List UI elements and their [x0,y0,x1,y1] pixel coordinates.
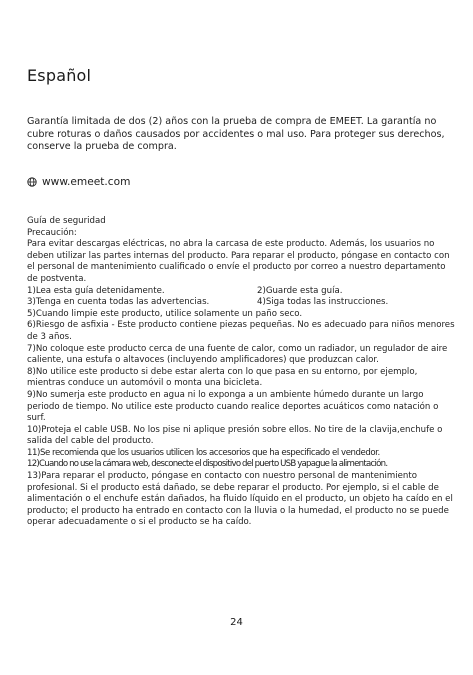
safety-item-10: 10)Proteja el cable USB. No los pise ni aplique presión sobre ellos. No tire de la clavija,enchufe o salida del cable del producto. [27,424,443,447]
warranty-text: Garantía limitada de dos (2) años con la prueba de compra de EMEET. La garantía no cubre roturas o daños causados por accidentes o mal uso. Para proteger sus derechos, conserve la prueba de compra. [27,116,445,152]
precaution-label: Precaución: [27,227,77,238]
safety-guide [27,216,455,529]
safety-item-13: 13)Para reparar el producto, póngase en contacto con nuestro personal de mantenimiento profesional. Si el producto está dañado, se debe reparar el producto. Por ejemplo, si el cable de alimentación o el enchufe están dañados, ha fluido líquido en el producto, un objeto ha caído en el producto; el producto ha entrado en contacto con la lluvia o la humedad, el producto no se puede operar adecuadamente o si el producto se ha caído. [27,471,453,528]
safety-item-5: 5)Cuando limpie este producto, utilice solamente un paño seco. [27,308,303,319]
website-line [27,176,130,188]
globe-icon [27,177,37,187]
page-number: 24 [230,617,243,628]
safety-item-8: 8)No utilice este producto si debe estar alerta con lo que pasa en su entorno, por ejemplo, mientras conduce un automóvil o monta una bicicleta. [27,366,418,389]
page-title: Español [27,66,92,85]
safety-item-9: 9)No sumerja este producto en agua ni lo exponga a un ambiente húmedo durante un largo periodo de tiempo. No utilice este producto cuando realice deportes acuáticos como natación o surf. [27,389,439,424]
safety-item-3: 3)Tenga en cuenta todas las advertencias. [27,297,210,308]
safety-item-1: 1)Lea esta guía detenidamente. [27,285,165,296]
safety-item-2: 2)Guarde esta guía. [257,285,343,296]
safety-row-3-4 [27,297,455,309]
safety-row-1-2 [27,286,455,298]
safety-intro: Para evitar descargas eléctricas, no abra la carcasa de este producto. Además, los usuarios no deben utilizar las partes internas del producto. Para reparar el producto, póngase en contacto con el personal de mantenimiento cualificado o envíe el producto por correo a nuestro departamento de postventa. [27,239,450,284]
safety-item-4: 4)Siga todas las instrucciones. [257,297,389,308]
safety-item-11: 11)Se recomienda que los usuarios utilicen los accesorios que ha especificado el vendedor. [27,447,380,458]
safety-item-7: 7)No coloque este producto cerca de una fuente de calor, como un radiador, un regulador de aire caliente, una estufa o altavoces (incluyendo amplificadores) que produzcan calor. [27,343,448,366]
safety-item-12: 12)Cuando no use la cámara web, desconecte el dispositivo del puerto USB yapague la alimentación. [27,459,388,470]
safety-title: Guía de seguridad [27,216,106,226]
safety-item-6: 6)Riesgo de asfixia - Este producto contiene piezas pequeñas. No es adecuado para niños menores de 3 años. [27,320,455,342]
website-url[interactable]: www.emeet.com [42,176,131,188]
